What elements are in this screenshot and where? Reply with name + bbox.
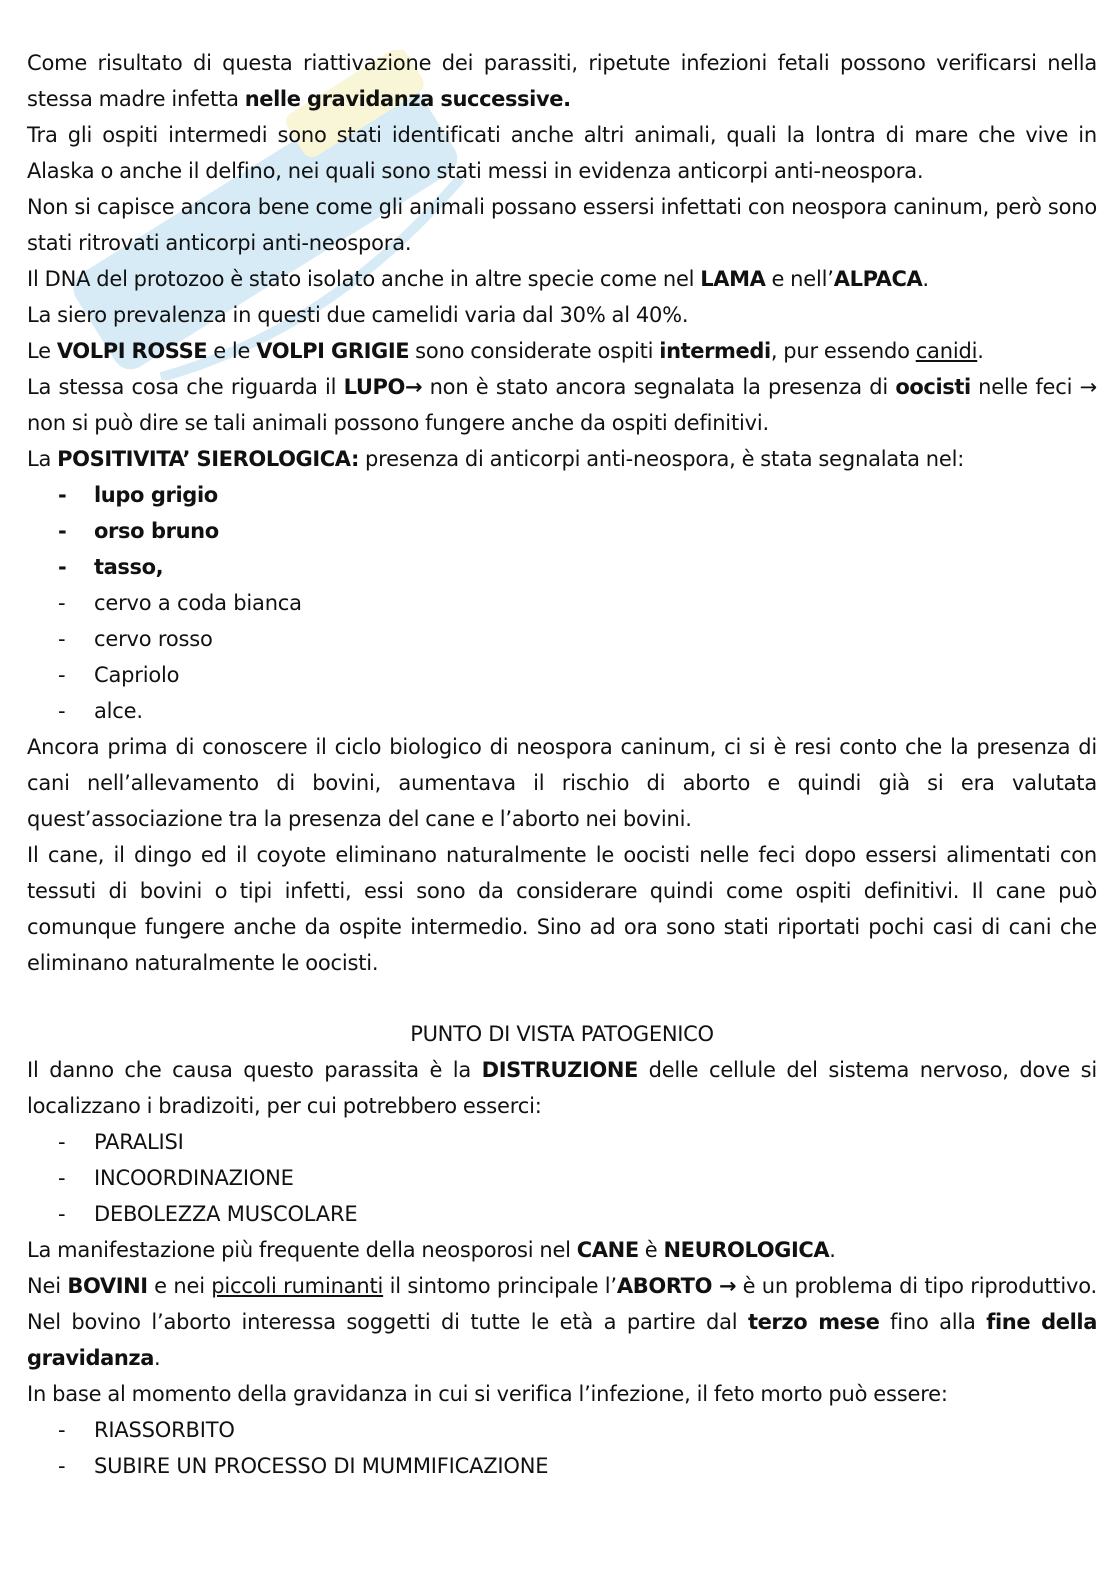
paragraph-foxes: Le VOLPI ROSSE e le VOLPI GRIGIE sono considerate ospiti intermedi, pur essendo canidi. (27, 339, 984, 363)
paragraph-damage: Il danno che causa questo parassita è la DISTRUZIONE delle cellule del sistema nervoso, dove si localizzano i bradizoiti, per cui potrebbero esserci: (27, 1058, 1097, 1118)
bold-third-month: terzo mese (747, 1310, 880, 1334)
paragraph-wolf: La stessa cosa che riguarda il LUPO→ non è stato ancora segnalata la presenza di oocisti nelle feci → non si può dire se tali animali possono fungere anche da ospiti definitivi. (27, 375, 1097, 435)
list-item: - cervo a coda bianca (27, 585, 1097, 621)
bold-alpaca: ALPACA (833, 267, 923, 291)
list-item: - tasso, (27, 549, 1097, 585)
bold-end-of-pregnancy: fine della gravidanza (27, 1310, 1098, 1370)
underline-canids: canidi (915, 339, 978, 363)
paragraph-serological-positivity: La POSITIVITA’ SIEROLOGICA: presenza di anticorpi anti-neospora, è stata segnalata nel: (27, 447, 965, 471)
bold-bovines: BOVINI (67, 1274, 148, 1298)
paragraph-bovine-abortion: Nei BOVINI e nei piccoli ruminanti il sintomo principale l’ABORTO → è un problema di tipo riproduttivo. Nel bovino l’aborto interessa soggetti di tutte le età a partire dal terzo mese fino alla fine della gravidanza. (27, 1274, 1098, 1370)
list-seropositive-species (27, 477, 1097, 729)
bold-abortion: ABORTO → (616, 1274, 737, 1298)
paragraph-seroprevalence: La siero prevalenza in questi due camelidi varia dal 30% al 40%. (27, 303, 689, 327)
list-item: - cervo rosso (27, 621, 1097, 657)
section-heading: PUNTO DI VISTA PATOGENICO (410, 1022, 714, 1046)
list-item: - lupo grigio (27, 477, 1097, 513)
bold-destruction: DISTRUZIONE (481, 1058, 638, 1082)
paragraph-dna-lama-alpaca: Il DNA del protozoo è stato isolato anche in altre specie come nel LAMA e nell’ALPACA. (27, 267, 929, 291)
bold-red-foxes: VOLPI ROSSE (56, 339, 208, 363)
bold-successive-pregnancies: nelle gravidanza successive. (244, 87, 571, 111)
paragraph-fetus-outcome: In base al momento della gravidanza in cui si verifica l’infezione, il feto morto può essere: (27, 1382, 948, 1406)
list-item: - Capriolo (27, 657, 1097, 693)
underline-small-ruminants: piccoli ruminanti (211, 1274, 384, 1298)
bold-lama: LAMA (700, 267, 766, 291)
bold-grey-foxes: VOLPI GRIGIE (256, 339, 410, 363)
list-item: - RIASSORBITO (27, 1412, 1097, 1448)
bold-dog: CANE (576, 1238, 639, 1262)
list-item: - orso bruno (27, 513, 1097, 549)
paragraph-intermediate-hosts: Tra gli ospiti intermedi sono stati identificati anche altri animali, quali la lontra di mare che vive in Alaska o anche il delfino, nei quali sono stati messi in evidenza anticorpi anti-neospora. (27, 123, 1097, 183)
list-item: - DEBOLEZZA MUSCOLARE (27, 1196, 1097, 1232)
spacer (27, 981, 1097, 1016)
paragraph-definitive-hosts: Il cane, il dingo ed il coyote eliminano naturalmente le oocisti nelle feci dopo essersi alimentati con tessuti di bovini o tipi infetti, essi sono da considerare quindi come ospiti definitivi. Il cane può comunque fungere anche da ospite intermedio. Sino ad ora sono stati riportati pochi casi di cani che eliminano naturalmente le oocisti. (27, 843, 1097, 975)
list-item: - INCOORDINAZIONE (27, 1160, 1097, 1196)
list-item: - SUBIRE UN PROCESSO DI MUMMIFICAZIONE (27, 1448, 1097, 1484)
document-page (27, 45, 1097, 1484)
list-item: - PARALISI (27, 1124, 1097, 1160)
bold-wolf: LUPO→ (343, 375, 423, 399)
bold-neurological: NEUROLOGICA (663, 1238, 830, 1262)
list-item: - alce. (27, 693, 1097, 729)
paragraph-dogs-risk: Ancora prima di conoscere il ciclo biologico di neospora caninum, ci si è resi conto che la presenza di cani nell’allevamento di bovini, aumentava il rischio di aborto e quindi già si era valutata quest’associazione tra la presenza del cane e l’aborto nei bovini. (27, 735, 1097, 831)
bold-serological-positivity: POSITIVITA’ SIEROLOGICA: (57, 447, 360, 471)
list-symptoms (27, 1124, 1097, 1232)
paragraph-dog-neurological: La manifestazione più frequente della neosporosi nel CANE è NEUROLOGICA. (27, 1238, 836, 1262)
bold-oocysts: oocisti (895, 375, 971, 399)
bold-intermediate: intermedi (659, 339, 771, 363)
list-fetus-outcomes (27, 1412, 1097, 1484)
paragraph-infection-unknown: Non si capisce ancora bene come gli animali possano essersi infettati con neospora caninum, però sono stati ritrovati anticorpi anti-neospora. (27, 195, 1097, 255)
paragraph-reactivation: Come risultato di questa riattivazione dei parassiti, ripetute infezioni fetali possono verificarsi nella stessa madre infetta nelle gravidanza successive. (27, 51, 1097, 111)
